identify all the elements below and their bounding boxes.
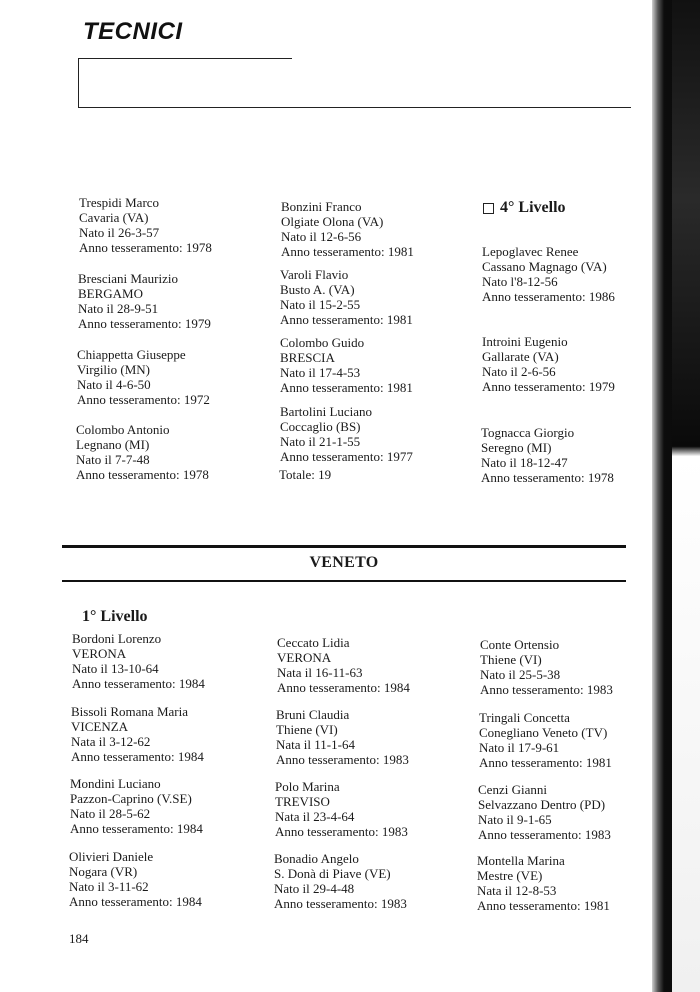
person-name: Tringali Concetta (479, 710, 570, 725)
person-place: VICENZA (71, 719, 129, 734)
list-item (478, 782, 668, 842)
person-name: Bruni Claudia (276, 707, 350, 722)
person-birth: Nato il 4-6-50 (77, 377, 151, 392)
person-birth: Nato il 26-3-57 (79, 225, 160, 240)
list-item (482, 334, 672, 394)
person-name: Bartolini Luciano (280, 404, 373, 419)
list-item (480, 637, 670, 697)
person-year: Anno tesseramento: 1984 (72, 676, 205, 691)
person-year: Anno tesseramento: 1983 (274, 896, 407, 911)
person-place: Busto A. (VA) (280, 282, 355, 297)
level-heading-label: 4° Livello (500, 199, 566, 216)
region-title: VENETO (309, 554, 379, 571)
person-place: VERONA (72, 646, 127, 661)
person-name: Mondini Luciano (70, 776, 161, 791)
person-year: Anno tesseramento: 1984 (70, 821, 203, 836)
person-place: Cavaria (VA) (79, 210, 149, 225)
person-birth: Nato il 28-9-51 (78, 301, 159, 316)
person-name: Polo Marina (275, 779, 340, 794)
person-name: Bonzini Franco (281, 199, 362, 214)
list-item (69, 849, 259, 909)
person-name: Ceccato Lidia (277, 635, 350, 650)
person-year: Anno tesseramento: 1981 (477, 898, 610, 913)
person-year: Anno tesseramento: 1981 (280, 312, 413, 327)
person-birth: Nata il 23-4-64 (275, 809, 355, 824)
person-place: Thiene (VI) (276, 722, 338, 737)
region-rule-top (62, 545, 626, 548)
total-count: Totale: 19 (279, 467, 332, 482)
person-name: Bresciani Maurizio (78, 271, 178, 286)
person-place: Cassano Magnago (VA) (482, 259, 607, 274)
person-name: Montella Marina (477, 853, 565, 868)
person-birth: Nata il 12-8-53 (477, 883, 557, 898)
list-item (77, 347, 267, 407)
list-item (280, 404, 470, 464)
person-place: Coccaglio (BS) (280, 419, 361, 434)
level-heading (483, 199, 566, 217)
person-year: Anno tesseramento: 1972 (77, 392, 210, 407)
person-place: BERGAMO (78, 286, 144, 301)
person-birth: Nata il 11-1-64 (276, 737, 355, 752)
person-birth: Nato il 13-10-64 (72, 661, 159, 676)
person-place: BRESCIA (280, 350, 335, 365)
person-place: Conegliano Veneto (TV) (479, 725, 608, 740)
header-rule-bottom (78, 107, 631, 108)
person-year: Anno tesseramento: 1981 (280, 380, 413, 395)
person-place: Nogara (VR) (69, 864, 138, 879)
person-year: Anno tesseramento: 1979 (482, 379, 615, 394)
person-year: Anno tesseramento: 1983 (275, 824, 408, 839)
person-place: TREVISO (275, 794, 330, 809)
list-item (280, 267, 470, 327)
person-year: Anno tesseramento: 1978 (79, 240, 212, 255)
person-name: Colombo Guido (280, 335, 365, 350)
list-item (482, 244, 672, 304)
list-item (78, 271, 268, 331)
person-year: Anno tesseramento: 1978 (481, 470, 614, 485)
list-item (276, 707, 466, 767)
person-birth: Nato il 15-2-55 (280, 297, 361, 312)
person-name: Chiappetta Giuseppe (77, 347, 186, 362)
list-item (71, 704, 261, 764)
header-rule-top (78, 58, 292, 59)
person-birth: Nato il 21-1-55 (280, 434, 361, 449)
list-item (70, 776, 260, 836)
checkbox-square-icon (483, 203, 494, 214)
person-year: Anno tesseramento: 1986 (482, 289, 615, 304)
person-birth: Nato il 7-7-48 (76, 452, 150, 467)
person-birth: Nato il 29-4-48 (274, 881, 355, 896)
list-item (281, 199, 471, 259)
person-birth: Nato l'8-12-56 (482, 274, 558, 289)
person-year: Anno tesseramento: 1983 (480, 682, 613, 697)
list-item (280, 335, 470, 395)
person-year: Anno tesseramento: 1984 (71, 749, 204, 764)
person-name: Bordoni Lorenzo (72, 631, 162, 646)
person-year: Anno tesseramento: 1984 (277, 680, 410, 695)
person-birth: Nato il 3-11-62 (69, 879, 149, 894)
person-name: Tognacca Giorgio (481, 425, 575, 440)
person-name: Introini Eugenio (482, 334, 568, 349)
list-item (76, 422, 266, 482)
header-rule-left (78, 58, 79, 107)
person-place: Pazzon-Caprino (V.SE) (70, 791, 192, 806)
person-birth: Nato il 17-4-53 (280, 365, 361, 380)
person-year: Anno tesseramento: 1979 (78, 316, 211, 331)
person-birth: Nato il 17-9-61 (479, 740, 560, 755)
person-place: Virgilio (MN) (77, 362, 151, 377)
person-place: Selvazzano Dentro (PD) (478, 797, 606, 812)
person-birth: Nata il 3-12-62 (71, 734, 151, 749)
person-name: Bonadio Angelo (274, 851, 359, 866)
level-heading (82, 608, 148, 626)
person-place: VERONA (277, 650, 332, 665)
person-name: Conte Ortensio (480, 637, 560, 652)
person-birth: Nato il 12-6-56 (281, 229, 362, 244)
person-year: Anno tesseramento: 1981 (281, 244, 414, 259)
person-name: Varoli Flavio (280, 267, 349, 282)
person-name: Colombo Antonio (76, 422, 170, 437)
region-rule-bottom (62, 580, 626, 582)
person-birth: Nato il 28-5-62 (70, 806, 151, 821)
person-place: Thiene (VI) (480, 652, 542, 667)
person-birth: Nata il 16-11-63 (277, 665, 363, 680)
person-name: Bissoli Romana Maria (71, 704, 188, 719)
list-item (479, 710, 669, 770)
list-item (274, 851, 464, 911)
list-item (79, 195, 269, 255)
person-year: Anno tesseramento: 1977 (280, 449, 413, 464)
person-birth: Nato il 9-1-65 (478, 812, 552, 827)
list-item (72, 631, 262, 691)
level-heading-label: 1° Livello (82, 608, 148, 625)
person-birth: Nato il 2-6-56 (482, 364, 556, 379)
person-year: Anno tesseramento: 1981 (479, 755, 612, 770)
person-year: Anno tesseramento: 1983 (478, 827, 611, 842)
person-place: Legnano (MI) (76, 437, 150, 452)
person-place: Olgiate Olona (VA) (281, 214, 384, 229)
list-item (477, 853, 667, 913)
person-year: Anno tesseramento: 1983 (276, 752, 409, 767)
person-place: Seregno (MI) (481, 440, 552, 455)
list-item (275, 779, 465, 839)
adjacent-page-edge (672, 0, 700, 992)
person-place: Gallarate (VA) (482, 349, 559, 364)
person-place: Mestre (VE) (477, 868, 543, 883)
person-birth: Nato il 25-5-38 (480, 667, 561, 682)
list-item (277, 635, 467, 695)
page-title: TECNICI (83, 18, 183, 45)
person-name: Cenzi Gianni (478, 782, 547, 797)
person-year: Anno tesseramento: 1984 (69, 894, 202, 909)
person-year: Anno tesseramento: 1978 (76, 467, 209, 482)
person-name: Lepoglavec Renee (482, 244, 579, 259)
person-name: Olivieri Daniele (69, 849, 154, 864)
list-item (481, 425, 671, 485)
person-place: S. Donà di Piave (VE) (274, 866, 391, 881)
page-number: 184 (69, 931, 89, 946)
person-birth: Nato il 18-12-47 (481, 455, 568, 470)
person-name: Trespidi Marco (79, 195, 160, 210)
